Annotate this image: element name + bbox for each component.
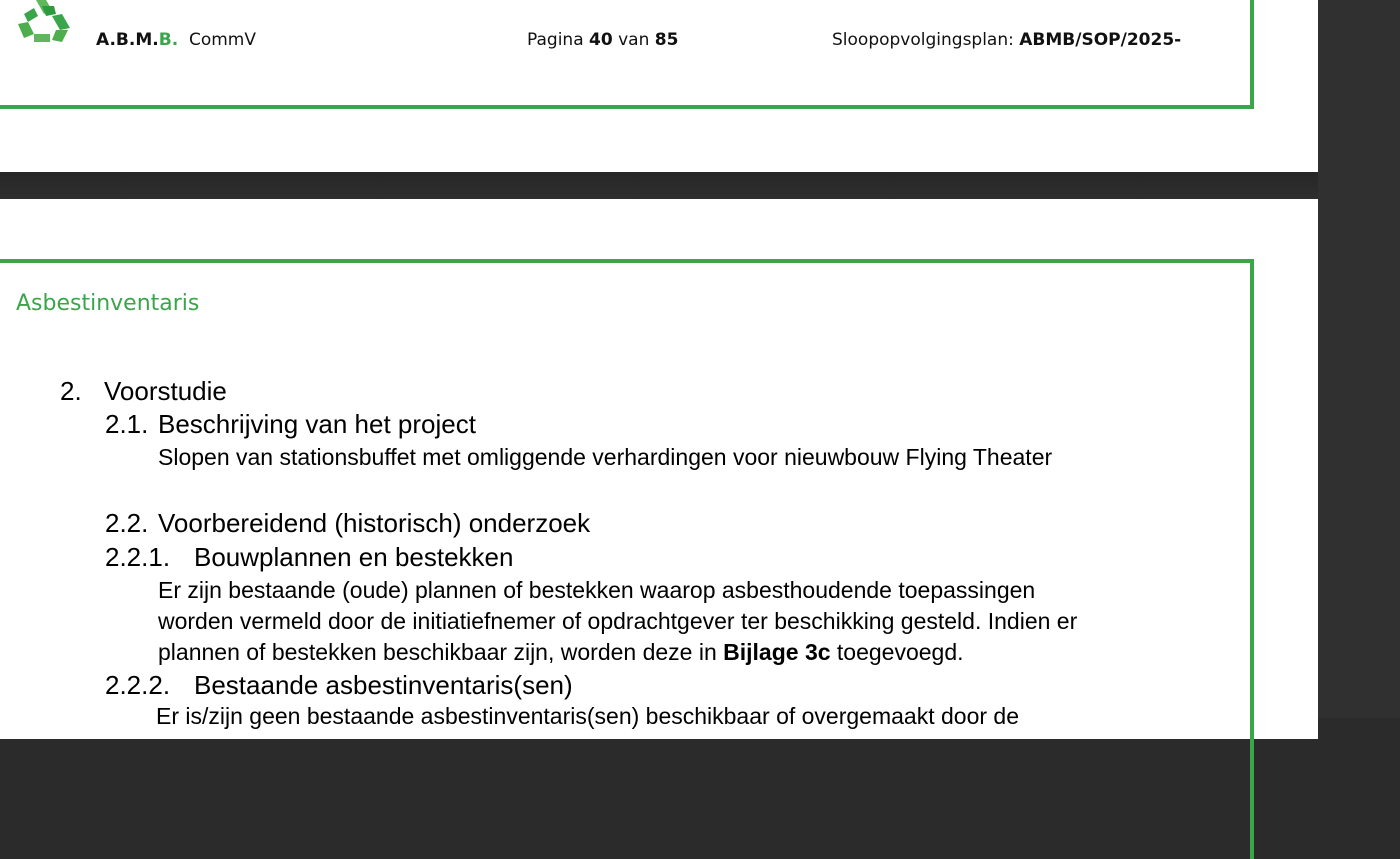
company-name	[96, 30, 256, 50]
paragraph-2-2-1-line-3-post: toegevoegd.	[836, 639, 964, 665]
page-gap	[0, 172, 1318, 199]
page-current: 40	[589, 30, 613, 50]
company-prefix: A.B.M.	[96, 30, 159, 50]
heading-2-1-number: 2.1.	[105, 409, 149, 439]
paragraph-2-2-1-line-3-pre: plannen of bestekken beschikbaar zijn, worden deze in	[158, 639, 717, 665]
heading-2-1	[105, 409, 476, 440]
bijlage-reference: Bijlage 3c	[723, 639, 831, 665]
heading-2-number: 2.	[60, 376, 82, 406]
heading-2-2-2	[105, 670, 573, 701]
company-suffix: CommV	[188, 30, 256, 50]
doc-ref: ABMB/SOP/2025-	[1019, 30, 1182, 50]
company-b: B.	[158, 30, 179, 50]
heading-2-2-number: 2.2.	[105, 508, 149, 538]
document-page-top	[0, 0, 1318, 172]
heading-2-2-1-number: 2.2.1.	[105, 542, 171, 572]
heading-2-2-2-number: 2.2.2.	[105, 670, 171, 700]
recycle-icon	[16, 0, 72, 46]
paragraph-2-2-1-line-2: worden vermeld door de initiatiefnemer of opdrachtgever ter beschikking gesteld. Indien er	[158, 608, 1078, 634]
paragraph-2-2-1-line-3	[158, 639, 964, 666]
heading-2-2-text: Voorbereidend (historisch) onderzoek	[158, 508, 591, 538]
page-label: Pagina	[527, 30, 584, 50]
page-total: 85	[654, 30, 679, 50]
heading-2-2-2-text: Bestaande asbestinventaris(sen)	[194, 670, 573, 700]
paragraph-2-2-2-line-1: Er is/zijn geen bestaande asbestinventaris(sen) beschikbaar of overgemaakt door de	[156, 703, 1019, 729]
paragraph-2-2-1-line-1: Er zijn bestaande (oude) plannen of bestekken waarop asbesthoudende toepassingen	[158, 577, 1036, 603]
document-reference	[832, 30, 1181, 50]
page-number	[527, 30, 678, 50]
section-title: Asbestinventaris	[16, 291, 200, 316]
page-of: van	[618, 30, 650, 50]
paragraph-2-1: Slopen van stationsbuffet met omliggende verhardingen voor nieuwbouw Flying Theater	[158, 444, 1053, 470]
heading-2-2-1	[105, 542, 513, 573]
page-frame-top	[0, 0, 1254, 109]
heading-2-1-text: Beschrijving van het project	[158, 409, 476, 439]
doc-label: Sloopopvolgingsplan:	[832, 30, 1014, 50]
heading-2-2	[105, 508, 590, 539]
heading-2	[60, 376, 227, 407]
heading-2-text: Voorstudie	[104, 376, 227, 406]
viewer-background	[1318, 0, 1400, 718]
heading-2-2-1-text: Bouwplannen en bestekken	[194, 542, 514, 572]
document-page-bottom	[0, 199, 1318, 739]
